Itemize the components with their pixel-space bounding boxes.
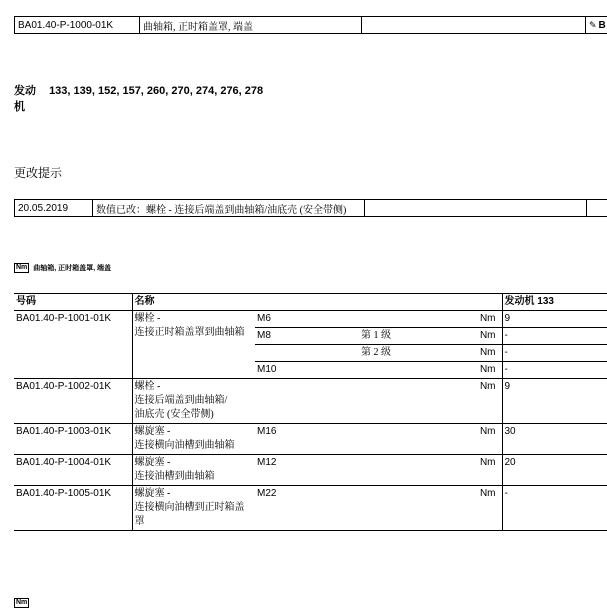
cell-unit: Nm xyxy=(453,455,502,486)
changes-table xyxy=(14,199,607,217)
cell-size: M22 xyxy=(255,486,359,531)
cell-stage: 第 2 级 xyxy=(359,345,453,362)
engine-numbers: 133, 139, 152, 157, 260, 270, 274, 276, 278 xyxy=(49,83,263,99)
table-header-row xyxy=(14,294,607,311)
cell-value: - xyxy=(502,328,607,345)
header-tag: B xyxy=(599,20,606,31)
engine-label xyxy=(14,83,46,115)
cell-code: BA01.40-P-1004-01K xyxy=(14,455,132,486)
cell-unit: Nm xyxy=(453,311,502,328)
cell-name: 螺栓 - 连接正时箱盖罩到曲轴箱 xyxy=(132,311,255,379)
cell-size: M10 xyxy=(255,362,359,379)
cell-code: BA01.40-P-1005-01K xyxy=(14,486,132,531)
cell-name: 螺旋塞 - 连接横向油槽到曲轴箱 xyxy=(132,424,255,455)
cell-size: M6 xyxy=(255,311,359,328)
cell-stage xyxy=(359,362,453,379)
header-table xyxy=(14,16,607,34)
col-header-engine: 发动机 133 xyxy=(502,294,607,311)
cell-unit: Nm xyxy=(453,345,502,362)
cell-value: 20 xyxy=(502,455,607,486)
cell-value: - xyxy=(502,362,607,379)
cell-value: - xyxy=(502,486,607,531)
cell-size: M8 xyxy=(255,328,359,345)
change-text: 数值已改：螺栓 - 连接后端盖到曲轴箱/油底壳 (安全带侧) xyxy=(93,200,365,217)
cell-stage xyxy=(359,486,453,531)
cell-name: 螺旋塞 - 连接横向油槽到正时箱盖 罩 xyxy=(132,486,255,531)
section-heading xyxy=(14,263,111,273)
cell-code: BA01.40-P-1001-01K xyxy=(14,311,132,379)
change-empty-cell xyxy=(365,200,587,217)
document-code: BA01.40-P-1000-01K xyxy=(15,17,140,34)
cell-code: BA01.40-P-1003-01K xyxy=(14,424,132,455)
cell-size: M12 xyxy=(255,455,359,486)
cell-unit: Nm xyxy=(453,486,502,531)
cell-size xyxy=(255,345,359,362)
cell-name: 螺旋塞 - 连接油槽到曲轴箱 xyxy=(132,455,255,486)
torque-nm-icon: Nm xyxy=(14,598,29,608)
cell-stage xyxy=(359,379,453,424)
col-header-name: 名称 xyxy=(132,294,255,311)
cell-size xyxy=(255,379,359,424)
cell-value: 9 xyxy=(502,311,607,328)
change-empty-cell-2 xyxy=(587,200,607,217)
table-row xyxy=(14,486,607,531)
change-date: 20.05.2019 xyxy=(15,200,93,217)
torque-table xyxy=(14,293,607,531)
section-title: 曲轴箱, 正时箱盖罩, 端盖 xyxy=(33,263,111,273)
cell-stage xyxy=(359,311,453,328)
document-title: 曲轴箱, 正时箱盖罩, 端盖 xyxy=(140,17,362,34)
torque-nm-icon: Nm xyxy=(14,263,29,273)
engine-label-line2: 机 xyxy=(14,101,25,113)
cell-stage: 第 1 级 xyxy=(359,328,453,345)
cell-unit: Nm xyxy=(453,379,502,424)
cell-value: - xyxy=(502,345,607,362)
cell-value: 9 xyxy=(502,379,607,424)
table-row xyxy=(14,424,607,455)
header-empty-cell xyxy=(362,17,586,34)
cell-code: BA01.40-P-1002-01K xyxy=(14,379,132,424)
cell-unit: Nm xyxy=(453,328,502,345)
engine-line xyxy=(14,83,263,115)
pencil-icon: ✎ xyxy=(589,20,597,31)
cell-value: 30 xyxy=(502,424,607,455)
cell-unit: Nm xyxy=(453,362,502,379)
table-row xyxy=(14,379,607,424)
table-row xyxy=(14,455,607,486)
engine-label-line1: 发动 xyxy=(14,85,36,97)
col-header-code: 号码 xyxy=(14,294,132,311)
cell-unit: Nm xyxy=(453,424,502,455)
footer-section-start xyxy=(14,598,33,608)
table-row xyxy=(14,311,607,328)
cell-name: 螺栓 - 连接后端盖到曲轴箱/ 油底壳 (安全带侧) xyxy=(132,379,255,424)
header-tag-cell[interactable] xyxy=(586,17,607,34)
cell-stage xyxy=(359,455,453,486)
cell-size: M16 xyxy=(255,424,359,455)
cell-stage xyxy=(359,424,453,455)
changes-title: 更改提示 xyxy=(14,164,62,181)
